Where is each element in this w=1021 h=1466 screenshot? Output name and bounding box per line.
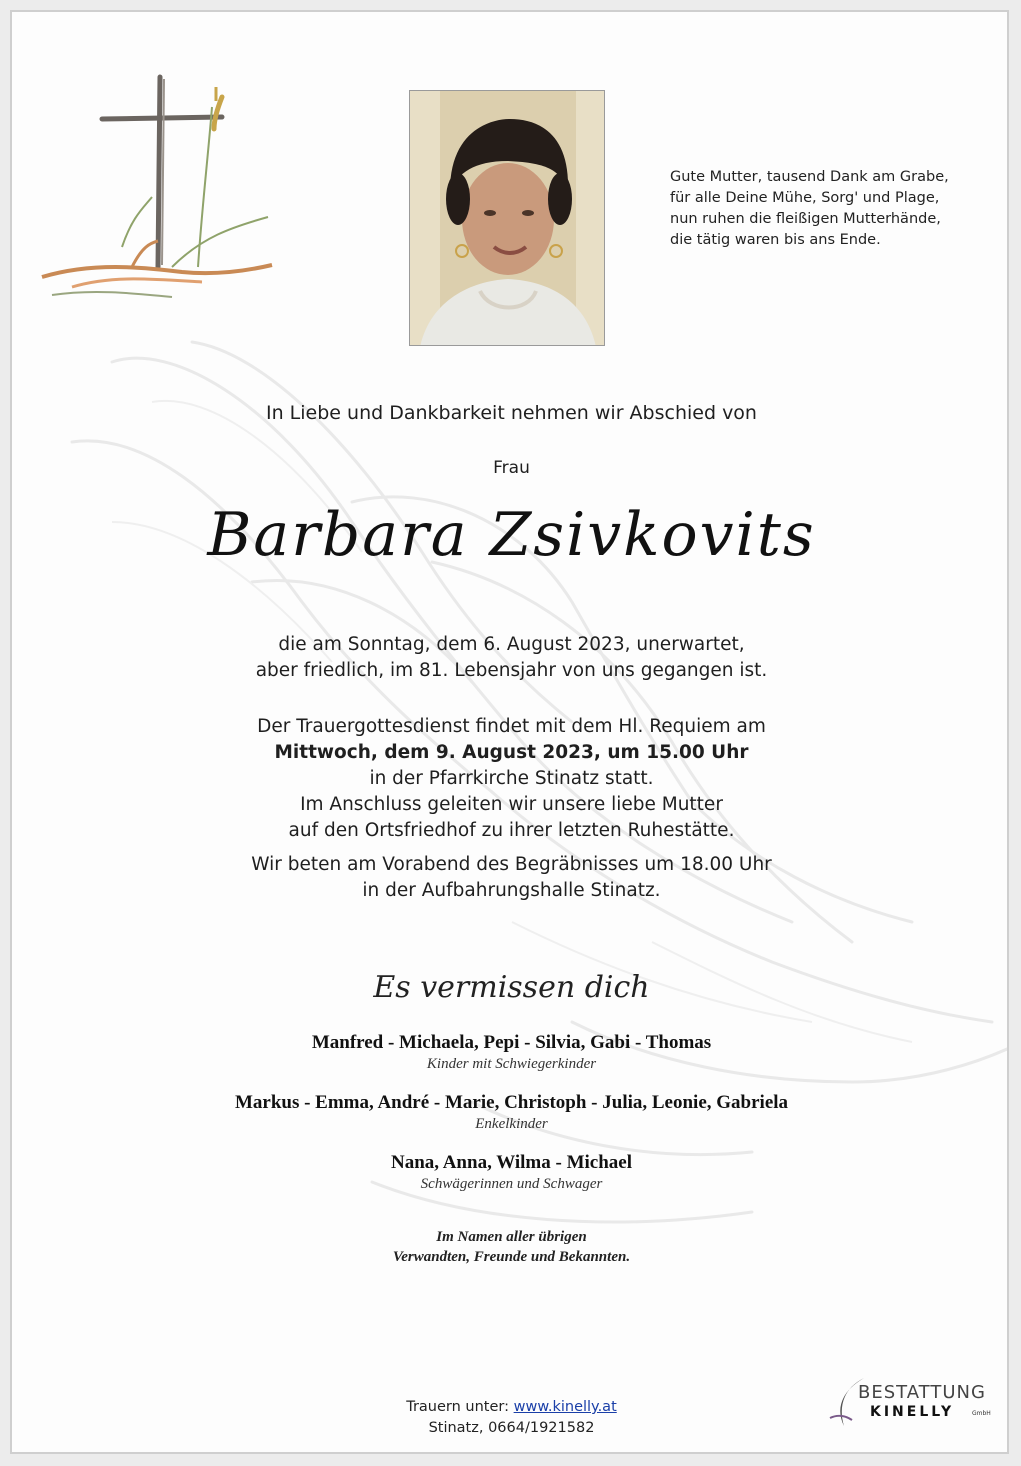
portrait-photo [409, 90, 605, 346]
service-info [12, 714, 1009, 844]
poem-line: die tätig waren bis ans Ende. [670, 232, 881, 248]
poem [670, 167, 990, 251]
service-date: Mittwoch, dem 9. August 2023, um 15.00 Uhr [274, 742, 749, 763]
family-role: Enkelkinder [475, 1116, 548, 1132]
logo-top-text: BESTATTUNG [858, 1382, 986, 1403]
prayer-info [12, 852, 1009, 904]
portrait-illustration [410, 91, 605, 346]
family-role: Kinder mit Schwiegerkinder [426, 1056, 597, 1072]
miss-heading: Es vermissen dich [373, 970, 650, 1005]
family-group [12, 1092, 1009, 1133]
family-names: Nana, Anna, Wilma - Michael [390, 1152, 633, 1173]
family-role: Schwägerinnen und Schwager [420, 1176, 603, 1192]
poem-line: für alle Deine Mühe, Sorg' und Plage, [670, 190, 940, 206]
closing-line: Verwandten, Freunde und Bekannten. [392, 1249, 631, 1265]
death-line: aber friedlich, im 81. Lebensjahr von uns gegangen ist. [255, 660, 768, 681]
poem-line: Gute Mutter, tausend Dank am Grabe, [670, 169, 949, 185]
footer-prefix: Trauern unter: [406, 1399, 514, 1415]
closing-line: Im Namen aller übrigen [436, 1229, 587, 1245]
poem-line: nun ruhen die fleißigen Mutterhände, [670, 211, 941, 227]
logo-suffix: GmbH [972, 1410, 991, 1417]
deceased-name: Barbara Zsivkovits [207, 500, 816, 570]
website-link[interactable]: www.kinelly.at [513, 1399, 617, 1415]
salutation: Frau [493, 458, 530, 478]
death-notice [12, 632, 1009, 684]
prayer-line: in der Aufbahrungshalle Stinatz. [362, 880, 661, 901]
service-line: Der Trauergottesdienst findet mit dem Hl. Requiem am [257, 716, 766, 737]
service-line: auf den Ortsfriedhof zu ihrer letzten Ruhestätte. [288, 820, 735, 841]
service-line: in der Pfarrkirche Stinatz statt. [369, 768, 654, 789]
death-line: die am Sonntag, dem 6. August 2023, unerwartet, [278, 634, 745, 655]
service-line: Im Anschluss geleiten wir unsere liebe Mutter [300, 794, 723, 815]
family-group [12, 1032, 1009, 1073]
logo-bottom-text: KINELLY [870, 1404, 955, 1420]
funeral-home-logo [824, 1374, 994, 1434]
family-names: Markus - Emma, André - Marie, Christoph - Julia, Leonie, Gabriela [234, 1092, 789, 1113]
intro-text: In Liebe und Dankbarkeit nehmen wir Abschied von [266, 402, 757, 424]
prayer-line: Wir beten am Vorabend des Begräbnisses um 18.00 Uhr [251, 854, 772, 875]
family-group [12, 1152, 1009, 1193]
cross-icon [32, 67, 282, 317]
family-names: Manfred - Michaela, Pepi - Silvia, Gabi - Thomas [311, 1032, 712, 1053]
footer-contact: Stinatz, 0664/1921582 [428, 1420, 595, 1436]
closing-text [12, 1227, 1009, 1267]
obituary-sheet [10, 10, 1009, 1454]
